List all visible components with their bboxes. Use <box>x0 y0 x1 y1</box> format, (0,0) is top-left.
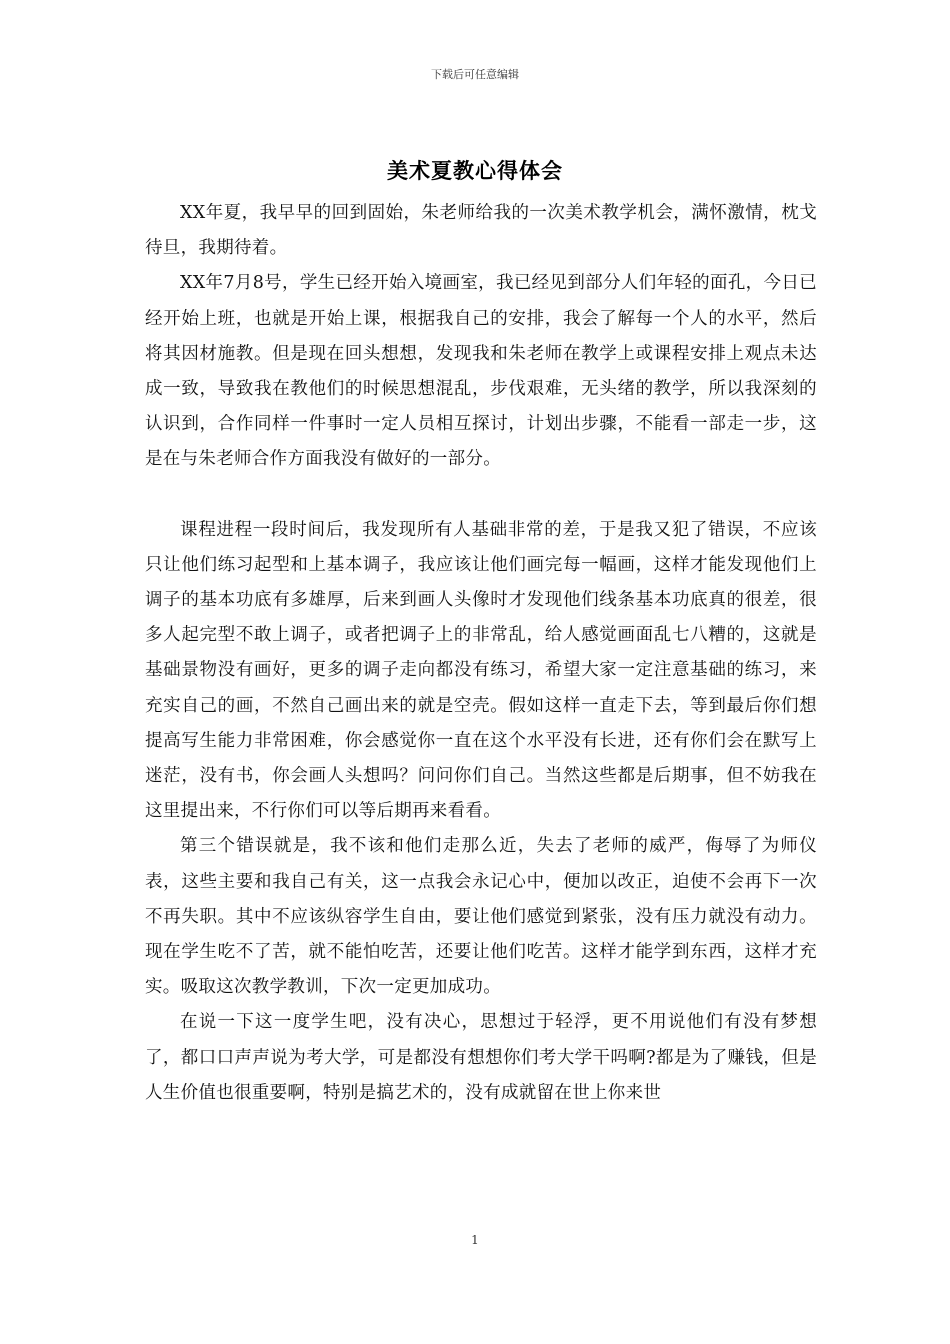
document-title: 美术夏教心得体会 <box>387 158 563 183</box>
blank-line <box>145 478 817 513</box>
paragraph-2: XX年7月8号，学生已经开始入境画室，我已经见到部分人们年轻的面孔，今日已经开始上班，也就是开始上课，根据我自己的安排，我会了解每一个人的水平，然后将其因材施教。但是现在回头想想，发现我和朱老师在教学上或课程安排上观点未达成一致，导致我在教他们的时候思想混乱，步伐艰难，无头绪的教学，所以我深刻的认识到，合作同样一件事时一定人员相互探讨，计划出步骤，不能看一部走一步，这是在与朱老师合作方面我没有做好的一部分。 <box>145 273 817 470</box>
page-number: 1 <box>471 1233 479 1247</box>
header-note: 下载后可任意编辑 <box>431 68 519 81</box>
paragraph-1: XX年夏，我早早的回到固始，朱老师给我的一次美术教学机会，满怀激情，枕戈待旦，我期待着。 <box>145 203 817 259</box>
paragraph-4: 第三个错误就是，我不该和他们走那么近，失去了老师的威严，侮辱了为师仪表，这些主要和我自己有关，这一点我会永记心中，便加以改正，迫使不会再下一次不再失职。其中不应该纵容学生自由，要让他们感觉到紧张，没有压力就没有动力。现在学生吃不了苦，就不能怕吃苦，还要让他们吃苦。这样才能学到东西，这样才充实。吸取这次教学教训，下次一定更加成功。 <box>145 836 817 998</box>
document-body <box>145 196 817 1111</box>
paragraph-5: 在说一下这一度学生吧，没有决心，思想过于轻浮，更不用说他们有没有梦想了，都口口声声说为考大学，可是都没有想想你们考大学干吗啊?都是为了赚钱，但是人生价值也很重要啊，特别是搞艺术的，没有成就留在世上你来世 <box>145 1012 817 1103</box>
paragraph-3: 课程进程一段时间后，我发现所有人基础非常的差，于是我又犯了错误，不应该只让他们练习起型和上基本调子，我应该让他们画完每一幅画，这样才能发现他们上调子的基本功底有多雄厚，后来到画人头像时才发现他们线条基本功底真的很差，很多人起完型不敢上调子，或者把调子上的非常乱，给人感觉画面乱七八糟的，这就是基础景物没有画好，更多的调子走向都没有练习，希望大家一定注意基础的练习，来充实自己的画，不然自己画出来的就是空壳。假如这样一直走下去，等到最后你们想提高写生能力非常困难，你会感觉你一直在这个水平没有长进，还有你们会在默写上迷茫，没有书，你会画人头想吗？问问你们自己。当然这些都是后期事，但不妨我在这里提出来，不行你们可以等后期再来看看。 <box>145 519 817 822</box>
